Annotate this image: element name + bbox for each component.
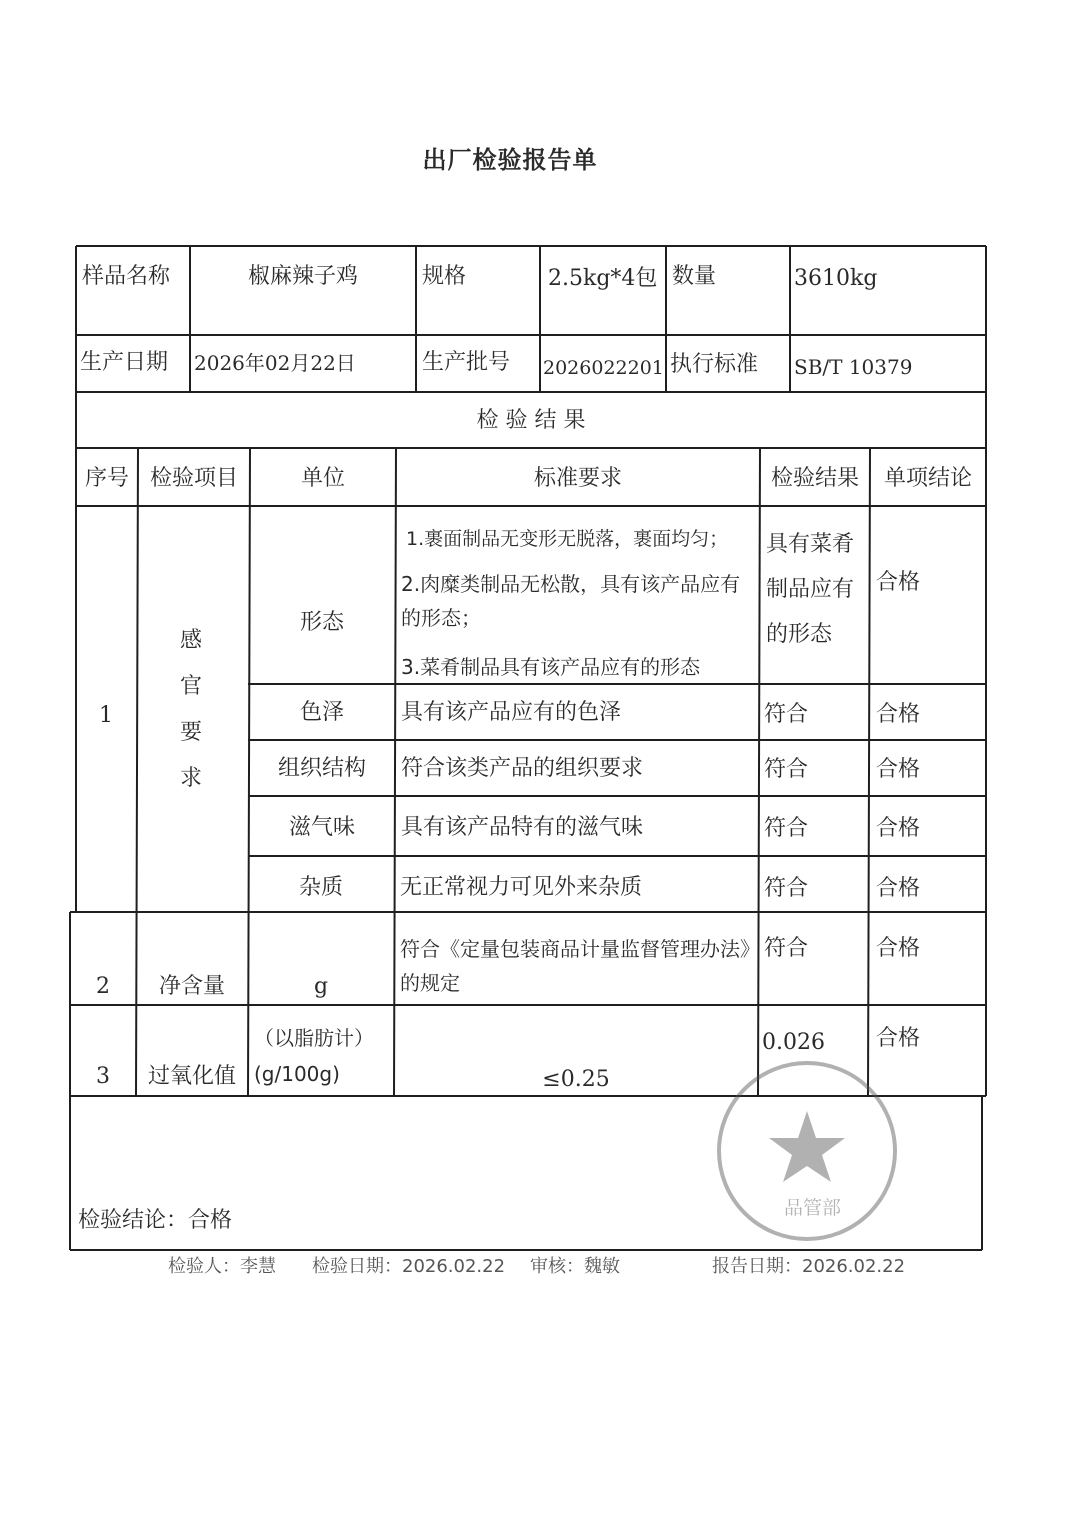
results-heading: 检 验 结 果 bbox=[476, 408, 586, 433]
seal-text: 品管部 bbox=[784, 1197, 842, 1219]
color-item-name: 色泽 bbox=[299, 700, 344, 725]
color-conclusion: 合格 bbox=[876, 702, 921, 727]
net-result: 符合 bbox=[764, 936, 809, 961]
net-conclusion: 合格 bbox=[876, 936, 921, 961]
inspection-conclusion: 检验结论：合格 bbox=[78, 1208, 233, 1233]
row-2-no: 2 bbox=[96, 974, 110, 999]
footer-reviewer: 审核：魏敏 bbox=[530, 1256, 620, 1277]
production-date-label: 生产日期 bbox=[80, 350, 169, 375]
texture-conclusion: 合格 bbox=[876, 757, 921, 782]
impurity-requirement: 无正常视力可见外来杂质 bbox=[400, 875, 643, 900]
impurity-result: 符合 bbox=[764, 876, 809, 901]
flavor-item-name: 滋气味 bbox=[288, 815, 355, 840]
quantity-value: 3610kg bbox=[794, 266, 878, 291]
row-3-no: 3 bbox=[96, 1064, 110, 1089]
spec-label: 规格 bbox=[422, 264, 467, 289]
peroxide-conclusion: 合格 bbox=[876, 1026, 921, 1051]
batch-value: 2026022201 bbox=[543, 357, 664, 379]
texture-item-name: 组织结构 bbox=[277, 756, 366, 781]
texture-requirement: 符合该类产品的组织要求 bbox=[401, 756, 644, 781]
shape-item-name: 形态 bbox=[299, 610, 344, 635]
impurity-item-name: 杂质 bbox=[298, 875, 343, 900]
row-1-category: 感官要求 bbox=[179, 628, 202, 791]
batch-label: 生产批号 bbox=[422, 350, 511, 375]
flavor-requirement: 具有该产品特有的滋气味 bbox=[401, 815, 644, 840]
color-result: 符合 bbox=[764, 702, 809, 727]
color-requirement: 具有该产品应有的色泽 bbox=[401, 700, 622, 725]
production-date-value: 2026年02月22日 bbox=[194, 351, 356, 375]
shape-requirement-1: 1.裹面制品无变形无脱落，裹面均匀； bbox=[406, 528, 729, 550]
flavor-result: 符合 bbox=[764, 816, 809, 841]
flavor-conclusion: 合格 bbox=[876, 816, 921, 841]
peroxide-item-name: 过氧化值 bbox=[147, 1064, 236, 1089]
column-header-unit: 单位 bbox=[300, 466, 345, 491]
column-header-item: 检验项目 bbox=[149, 466, 238, 491]
shape-requirement-3: 3.菜肴制品具有该产品应有的形态 bbox=[401, 655, 701, 679]
sample-name-label: 样品名称 bbox=[82, 264, 171, 289]
company-seal-icon bbox=[712, 1056, 902, 1246]
net-unit: g bbox=[313, 974, 329, 999]
footer-inspect-date: 检验日期：2026.02.22 bbox=[312, 1256, 506, 1277]
column-header-requirement: 标准要求 bbox=[533, 466, 622, 491]
peroxide-result: 0.026 bbox=[762, 1030, 825, 1055]
column-header-conclusion: 单项结论 bbox=[883, 466, 972, 491]
standard-value: SB/T 10379 bbox=[794, 355, 913, 379]
column-header-result: 检验结果 bbox=[770, 466, 859, 491]
impurity-conclusion: 合格 bbox=[876, 876, 921, 901]
footer-inspector: 检验人：李慧 bbox=[168, 1256, 276, 1277]
footer-report-date: 报告日期：2026.02.22 bbox=[712, 1256, 906, 1277]
column-header-no: 序号 bbox=[84, 466, 129, 491]
shape-result: 具有菜肴制品应有的形态 bbox=[766, 532, 855, 647]
peroxide-unit: （以脂肪计）(g/100g) bbox=[254, 1026, 374, 1086]
net-item-name: 净含量 bbox=[158, 974, 225, 999]
shape-conclusion: 合格 bbox=[876, 570, 921, 595]
standard-label: 执行标准 bbox=[670, 352, 759, 377]
shape-requirement-2: 2.肉糜类制品无松散，具有该产品应有的形态； bbox=[401, 572, 741, 630]
sample-name-value: 椒麻辣子鸡 bbox=[248, 264, 359, 289]
quantity-label: 数量 bbox=[672, 264, 717, 289]
page-title: 出厂检验报告单 bbox=[422, 146, 598, 174]
peroxide-requirement: ≤0.25 bbox=[542, 1067, 610, 1092]
texture-result: 符合 bbox=[764, 757, 809, 782]
spec-value: 2.5kg*4包 bbox=[548, 266, 658, 291]
net-requirement: 符合《定量包装商品计量监督管理办法》的规定 bbox=[400, 937, 750, 995]
row-1-no: 1 bbox=[99, 703, 113, 728]
